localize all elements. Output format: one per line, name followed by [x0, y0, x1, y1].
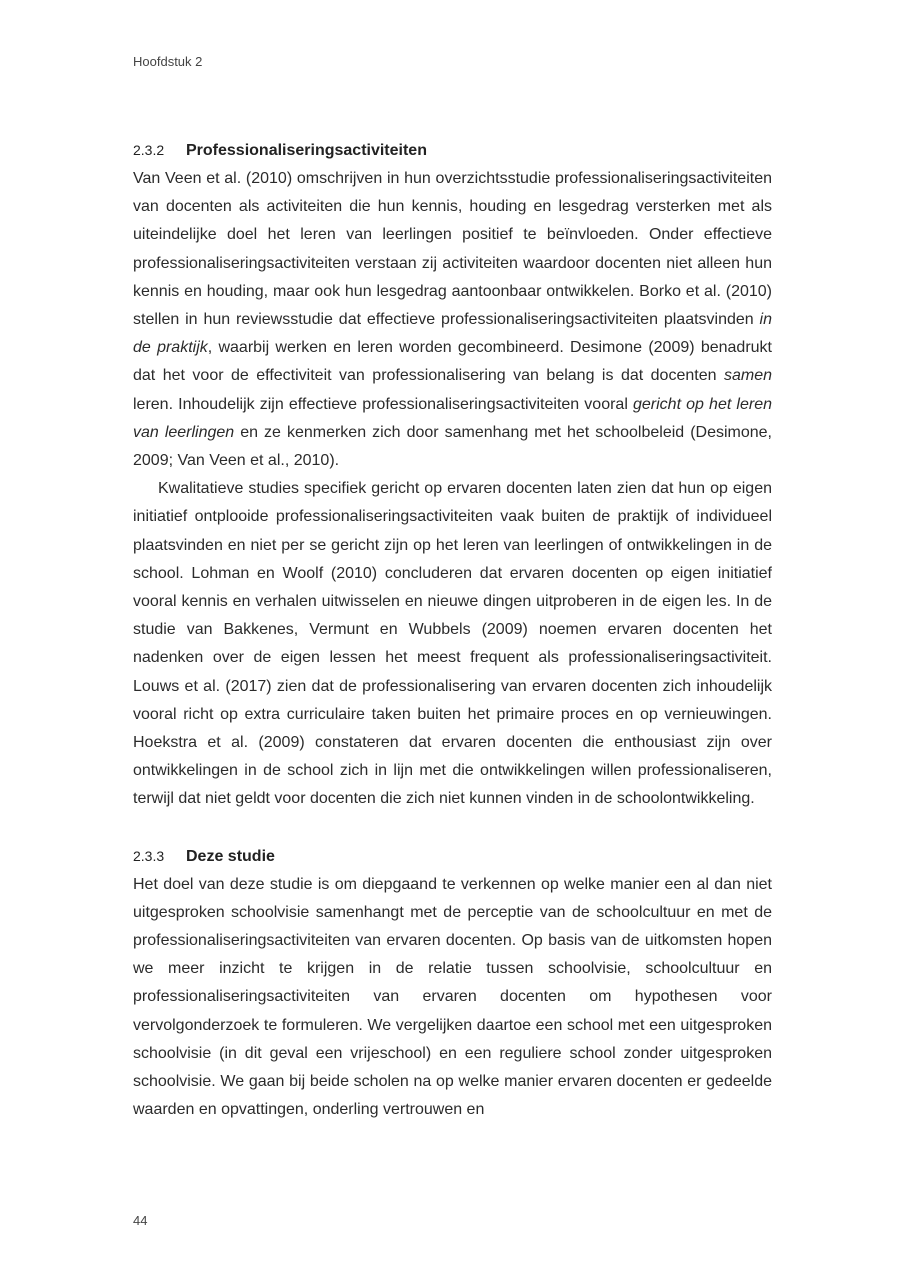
text-run: , waarbij werken en leren worden gecombineerd. Desimone (2009) benadrukt dat het voor de effectiviteit van professionalisering van belang is dat docenten [133, 339, 773, 385]
italic-text: in de praktijk [133, 311, 772, 357]
section-title: Deze studie [186, 847, 275, 865]
paragraph: Kwalitatieve studies specifiek gericht op ervaren docenten laten zien dat hun op eigen initiatief ontplooide professionaliseringsactiviteiten vaak buiten de praktijk of individueel plaatsvinden en niet per se gericht zijn op het leren van leerlingen of ontwikkelingen in de school. Lohman en Woolf (2010) concluderen dat ervaren docenten op eigen initiatief vooral kennis en verhalen uitwisselen en nieuwe dingen uitproberen in de eigen les. In de studie van Bakkenes, Vermunt en Wubbels (2009) noemen ervaren docenten het nadenken over de eigen lessen het meest frequent als professionaliseringsactiviteit. Louws et al. (2017) zien dat de professionalisering van ervaren docenten zich inhoudelijk vooral richt op extra curriculaire taken buiten het primaire proces en op vernieuwingen. Hoekstra et al. (2009) constateren dat ervaren docenten die enthousiast zijn over ontwikkelingen in de school zich in lijn met die ontwikkelingen willen professionaliseren, terwijl dat niet geldt voor docenten die zich niet kunnen vinden in de schoolontwikkeling. [133, 480, 772, 808]
running-header: Hoofdstuk 2 [133, 54, 203, 69]
section-number: 2.3.3 [133, 847, 165, 864]
section-heading-2-3-3 [133, 842, 772, 871]
page-number: 44 [133, 1213, 148, 1228]
italic-text: gericht op het leren van leerlingen [133, 395, 772, 441]
paragraph: Het doel van deze studie is om diepgaand te verkennen op welke manier een al dan niet uitgesproken schoolvisie samenhangt met de perceptie van de schoolcultuur en met de professionaliseringsactiviteiten van ervaren docenten. Op basis van de uitkomsten hopen we meer inzicht te krijgen in de relatie tussen schoolvisie, schoolcultuur en professionaliseringsactiviteiten van ervaren docenten om hypothesen voor vervolgonderzoek te formuleren. We vergelijken daartoe een school met een uitgesproken schoolvisie (in dit geval een vrijeschool) en een reguliere school zonder uitgesproken schoolvisie. We gaan bij beide scholen na op welke manier ervaren docenten er gedeelde waarden en opvattingen, onderling vertrouwen en [133, 875, 772, 1119]
italic-text: samen [723, 367, 772, 385]
section-heading-2-3-2 [133, 136, 772, 165]
paragraph [133, 165, 772, 475]
text-run: en ze kenmerken zich door samenhang met het schoolbeleid (Desimone, 2009; Van Veen et al., 2010). [133, 423, 773, 470]
text-run: Van Veen et al. (2010) omschrijven in hun overzichtsstudie professionaliseringsactiviteiten van docenten als activiteiten die hun kennis, houding en lesgedrag versterken met als uiteindelijke doel het leren van leerlingen positief te beïnvloeden. Onder effectieve professionaliseringsactiviteiten verstaan zij activiteiten waardoor docenten niet alleen hun kennis en houding, maar ook hun lesgedrag aantoonbaar ontwikkelen. Borko et al. (2010) stellen in hun reviewsstudie dat effectieve professionaliseringsactiviteiten plaatsvinden [133, 170, 772, 329]
section-number: 2.3.2 [133, 142, 165, 158]
text-run: leren. Inhoudelijk zijn effectieve professionaliseringsactiviteiten vooral [133, 395, 633, 413]
section-title: Professionaliseringsactiviteiten [186, 142, 427, 159]
page-body [133, 136, 772, 1125]
